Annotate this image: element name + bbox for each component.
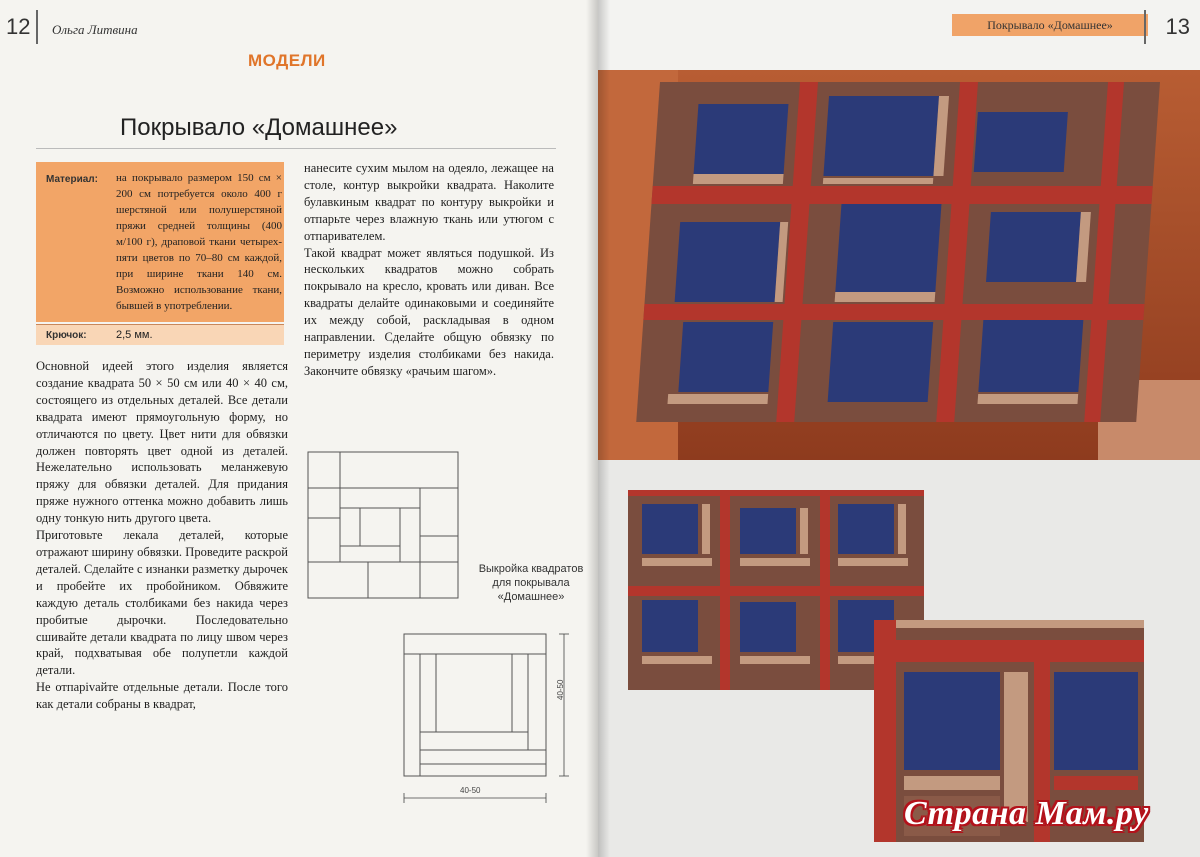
- running-title: Покрывало «Домашнее»: [952, 14, 1148, 36]
- page-title: Покрывало «Домашнее»: [120, 114, 398, 141]
- paragraph: Не отпарivaйте отдельные детали. После того как детали собраны в квадрат,: [36, 680, 288, 712]
- paragraph: Приготовьте лекала деталей, которые отражают ширину обвязки. Проведите раскрой деталей. Сделайте с изнанки разметку дырочек и пробейте их пробойником. Обвяжите каждую деталь столбиками без накида через пробитые дырочки. Последовательно сшивайте детали квадрата по лицу швом через край, подхватывая обе полупетли каждой детали.: [36, 528, 288, 678]
- section-label: МОДЕЛИ: [248, 51, 326, 70]
- dimension-vertical: 40-50: [556, 679, 565, 700]
- title-rule: [36, 148, 556, 149]
- left-page: [0, 0, 598, 857]
- watermark-logo: Страна Мам.ру: [904, 795, 1149, 832]
- blanket-on-sofa-photo: [598, 70, 1200, 460]
- hook-label: Крючок:: [46, 330, 87, 341]
- materials-label: Материал:: [46, 174, 98, 185]
- page-number-divider: [36, 10, 38, 44]
- dimension-horizontal: 40-50: [460, 786, 481, 795]
- author-name: Ольга Литвина: [52, 22, 138, 37]
- hook-row: [36, 324, 284, 345]
- pattern-diagram-set: [300, 446, 462, 604]
- page-number-right: 13: [1165, 14, 1190, 39]
- hook-value: 2,5 мм.: [116, 329, 153, 341]
- page-number-left: 12: [6, 14, 31, 39]
- diagram-caption: Выкройка квадратов для покрывала «Домашнее»: [478, 563, 584, 603]
- pattern-diagram-square: [396, 626, 576, 808]
- page-number-divider: [1144, 10, 1146, 44]
- book-gutter: [586, 0, 610, 857]
- paragraph: Такой квадрат может являться подушкой. Из нескольких квадратов можно собрать покрывало на кресло, кровать или диван. Все квадраты делайте одинаковыми и соединяйте их между собой, раскладывая в одном направлении. Сделайте общую обвязку по периметру изделия столбиками без накида. Закончите обвязку «рачьим шагом».: [304, 245, 554, 378]
- paragraph: Основной идеей этого изделия является создание квадрата 50 × 50 см или 40 × 40 см, состоящего из отдельных деталей. Все детали квадрата имеют прямоугольную форму, но отличаются по цвету. Цвет нити для обвязки должен повторять цвет одной из деталей. Нежелательно использовать меланжевую пряжу для обвязки деталей. Для придания пряже нужного оттенка можно добавить лишь одну тонкую нить другого цвета.: [36, 359, 288, 526]
- materials-text: на покрывало размером 150 см × 200 см потребуется около 400 г шерстяной или полушерстяной пряжи средней толщины (400 м/100 г), драповой ткани четырех-пяти цветов по 70–80 см каждой, при ширине ткани 140 см. Возможно использование ткани, бывшей в употреблении.: [116, 172, 282, 312]
- right-page: [598, 0, 1200, 857]
- paragraph: нанесите сухим мылом на одеяло, лежащее на столе, контур выкройки квадрата. Наколите булавкиным квадрат по контуру выкройки и отпарьте через влажную ткань или утюгом с отпаривателем.: [304, 161, 554, 243]
- materials-box: [36, 162, 284, 346]
- text-column-1: [36, 358, 288, 713]
- text-column-2: [304, 160, 554, 380]
